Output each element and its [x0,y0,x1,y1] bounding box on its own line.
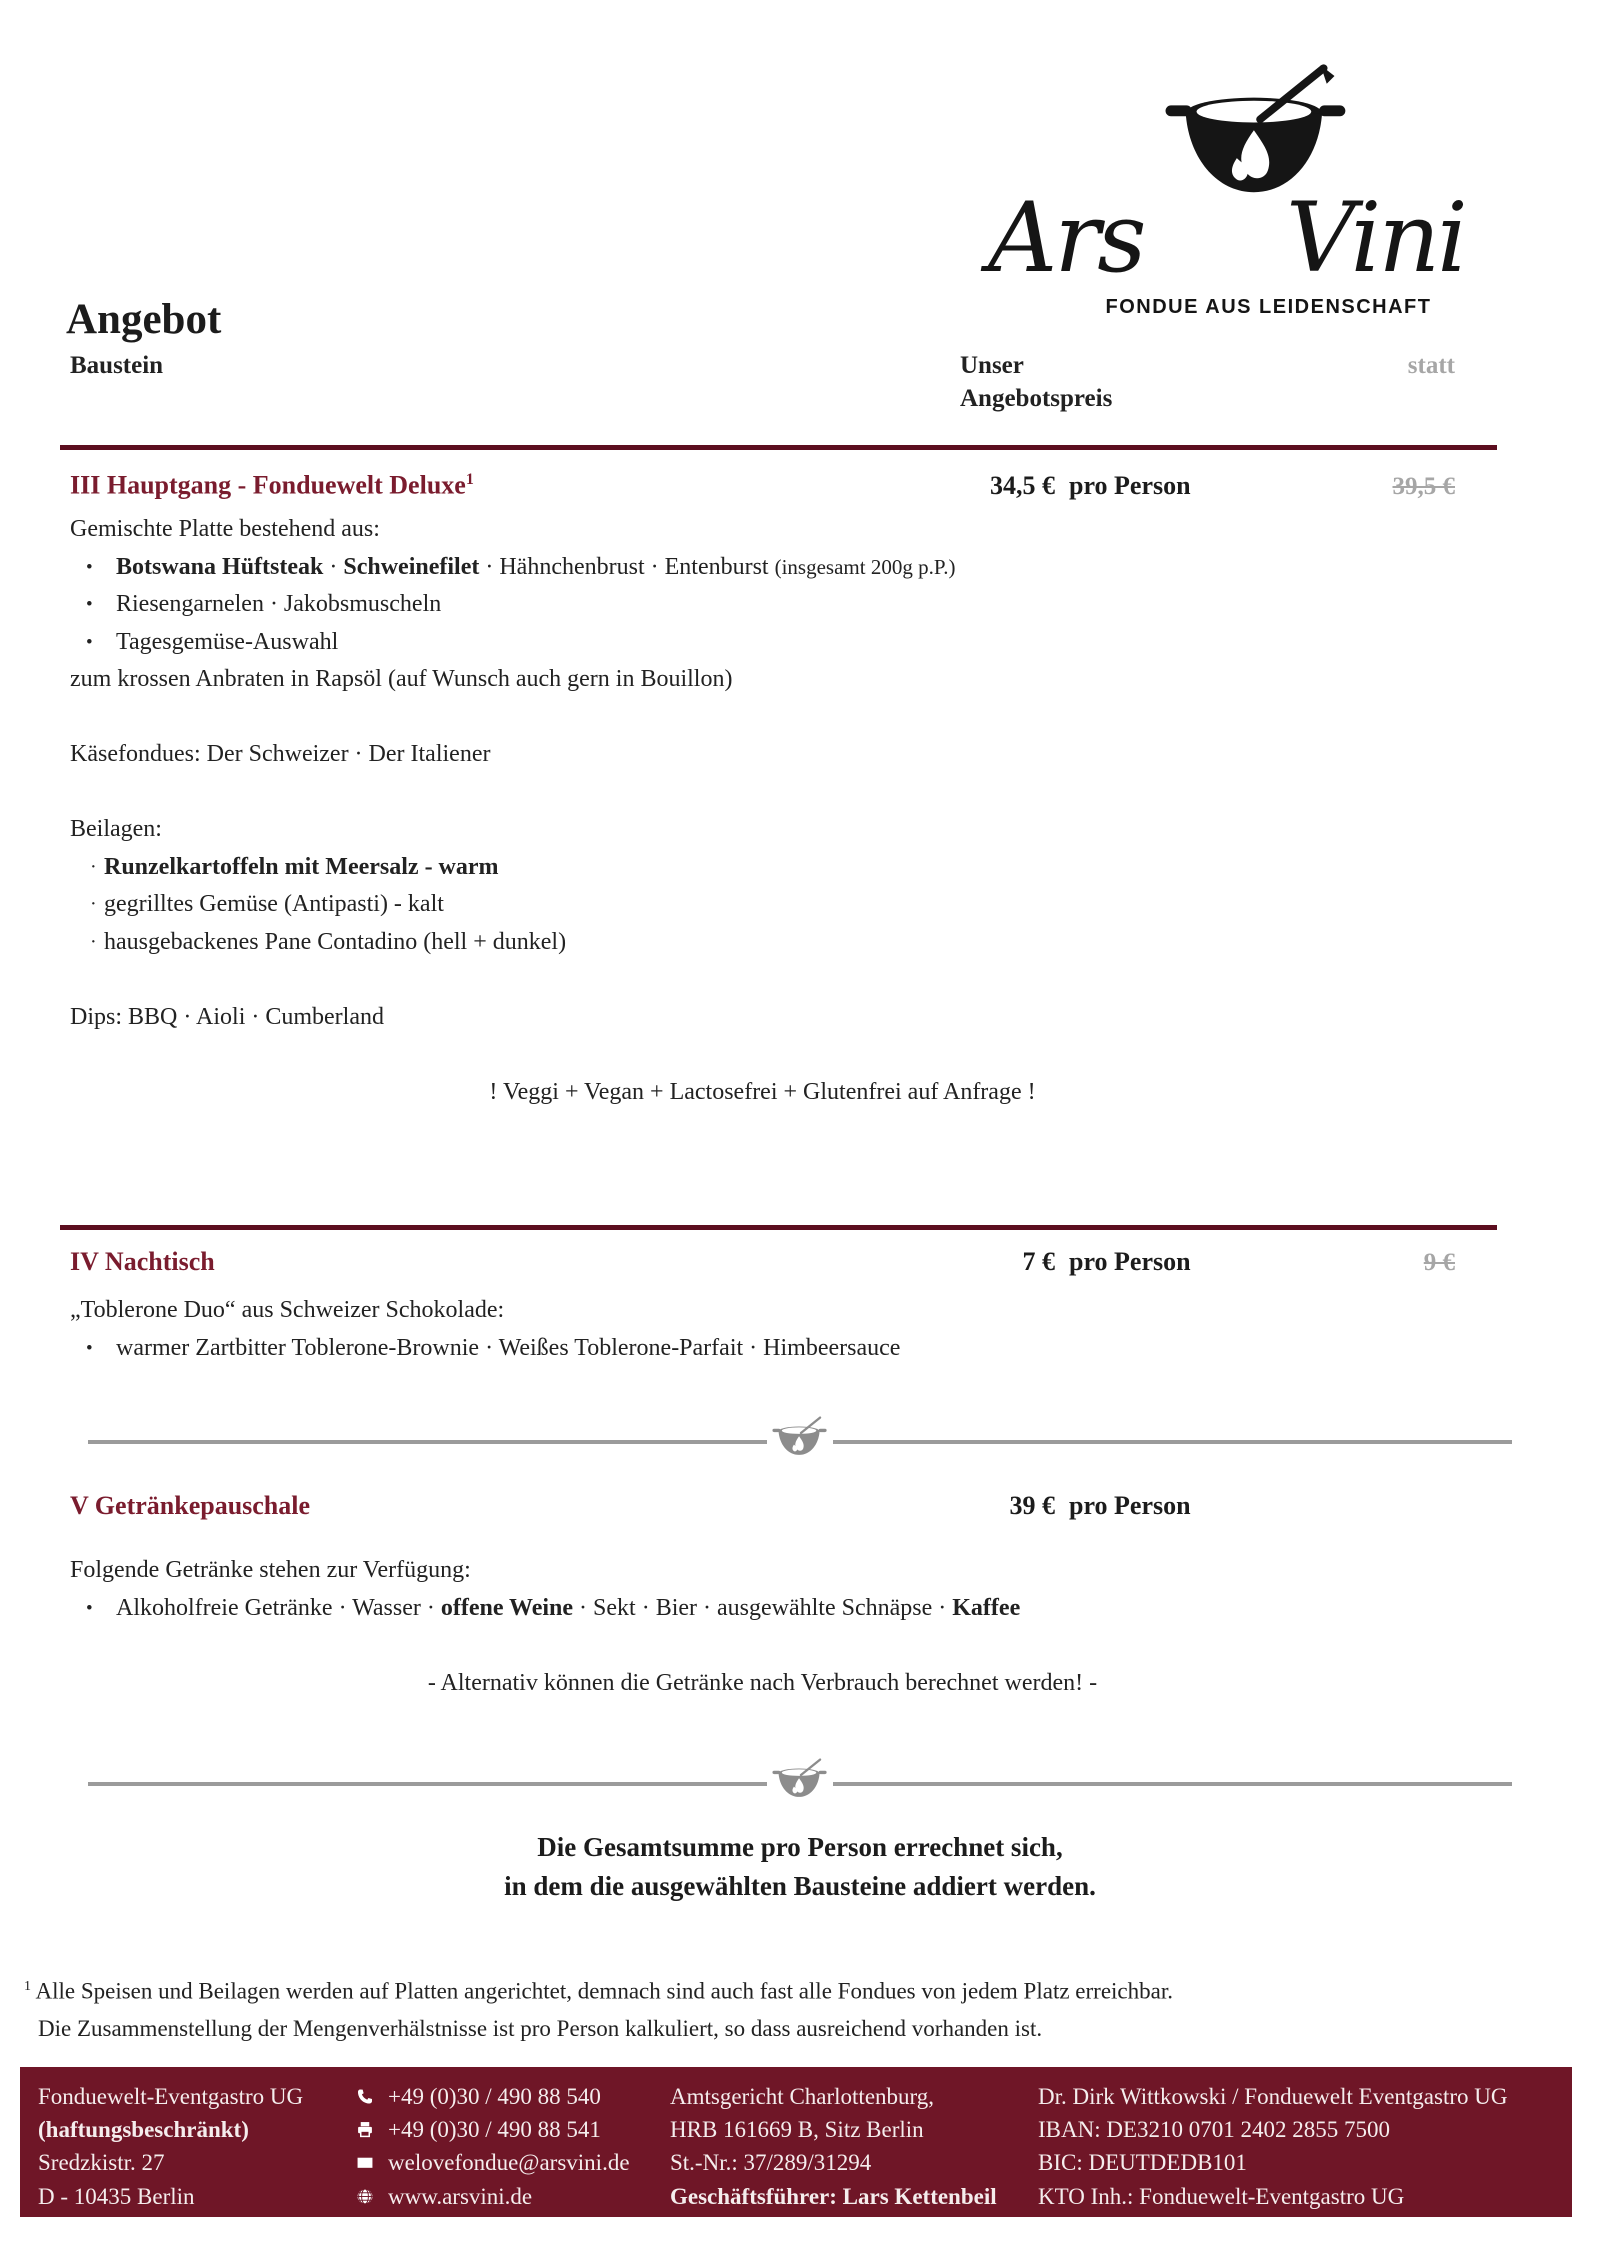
iban-line: IBAN: DE3210 0701 2402 2855 7500 [1038,2117,1391,2143]
section-dessert-title: IV Nachtisch [70,1247,215,1276]
section-rule-2 [60,1225,1497,1230]
column-item-label: Baustein [70,352,164,379]
total-summary-line2: in dem die ausgewählten Bausteine addiert werden. [504,1871,1096,1901]
section-main-title: III Hauptgang - Fonduewelt Deluxe$^1$ [70,470,474,500]
footer-bank-block [1038,2080,1507,2213]
dessert-intro: „Toblerone Duo“ aus Schweizer Schokolade: [70,1297,505,1323]
section-rule-1 [60,445,1497,450]
pot-divider-1 [88,1410,1512,1474]
globe-icon [356,2187,378,2205]
section-dessert-body [70,1292,1455,1367]
side-item-antipasti: · gegrilltes Gemüse (Antipasti) - kalt [70,886,1455,924]
total-summary-line1: Die Gesamtsumme pro Person errechnet sich, [537,1832,1063,1862]
bullet-icon: • [86,1597,93,1619]
platter-item-meats: • Botswana Hüftsteak · Schweinefilet · Hähnchenbrust · Entenburst (insgesamt 200g p.P.) [70,549,1455,587]
footer-bar [20,2067,1572,2217]
footnote [24,1968,1564,2047]
footnote-line1: $^1$ Alle Speisen und Beilagen werden auf Platten angerichtet, demnach sind auch fast alle Fondues von jedem Platz erreichbar. [24,1978,1173,2004]
section-dessert-header [70,1246,1455,1279]
fax-number: +49 (0)30 / 490 88 541 [388,2117,601,2143]
account-holder-line: KTO Inh.: Fonduewelt-Eventgastro UG [1038,2183,1405,2209]
drinks-item: • Alkoholfreie Getränke · Wasser · offene Weine · Sekt · Bier · ausgewählte Schnäpse · Kaffee [70,1590,1455,1628]
website-url: www.arsvini.de [388,2183,533,2209]
section-drinks-body [70,1552,1455,1702]
email-address: welovefondue@arsvini.de [388,2150,630,2176]
dips-line: Dips: BBQ · Aioli · Cumberland [70,1003,384,1030]
side-item-bread: · hausgebackenes Pane Contadino (hell + dunkel) [70,924,1455,962]
bullet-icon: • [86,631,93,653]
side-item-potatoes: · Runzelkartoffeln mit Meersalz - warm [70,849,1455,887]
brand-logo [986,62,1551,320]
footer-company-block [38,2080,303,2213]
section-dessert-old-price: 9 € [1423,1249,1455,1276]
section-dessert-per-person: pro Person [1069,1247,1191,1276]
fax-printer-icon [356,2121,378,2139]
total-summary [60,1828,1540,1906]
section-dessert-price: 7 € [1022,1247,1055,1276]
column-was-label: statt [1407,352,1455,379]
section-drinks-per-person: pro Person [1069,1491,1191,1520]
brand-word-ars: Ars [988,182,1144,294]
platter-item-seafood: • Riesengarnelen · Jakobsmuscheln [70,586,1455,624]
section-main-header [70,464,1455,503]
pot-divider-2 [88,1752,1512,1816]
brand-tagline: FONDUE AUS LEIDENSCHAFT [1105,296,1432,318]
contact-fax-row [356,2113,630,2146]
company-liability: (haftungsbeschränkt) [38,2117,249,2143]
contact-web-row [356,2180,630,2213]
managing-director-line: Geschäftsführer: Lars Kettenbeil [670,2183,997,2209]
register-line: HRB 161669 B, Sitz Berlin [670,2117,924,2143]
tax-number-line: St.-Nr.: 37/289/31294 [670,2150,872,2176]
section-main-per-person: pro Person [1069,470,1191,500]
bank-contact-line: Dr. Dirk Wittkowski / Fonduewelt Eventgastro UG [1038,2084,1508,2109]
section-drinks-header [70,1490,1455,1522]
dot-icon: · [90,930,97,953]
bic-line: BIC: DEUTDEDB101 [1038,2150,1247,2176]
dot-icon: · [90,855,97,878]
dot-icon: · [90,893,97,915]
section-main-price: 34,5 € [990,470,1055,500]
section-drinks-title: V Getränkepauschale [70,1491,311,1520]
section-main-old-price: 39,5 € [1392,472,1455,500]
cheese-fondues-line: Käsefondues: Der Schweizer · Der Italiener [70,741,491,767]
phone-icon [356,2088,378,2106]
drinks-alternative-note: - Alternativ können die Getränke nach Verbrauch berechnet werden! - [427,1669,1098,1696]
platter-intro: Gemischte Platte bestehend aus: [70,516,380,542]
company-name: Fonduewelt-Eventgastro UG [38,2084,304,2109]
dietary-note: ! Veggi + Vegan + Lactosefrei + Glutenfrei auf Anfrage ! [489,1078,1036,1105]
contact-phone-row [356,2080,630,2113]
company-street: Sredzkistr. 27 [38,2150,165,2176]
court-line: Amtsgericht Charlottenburg, [670,2084,935,2109]
envelope-icon [356,2154,378,2172]
footer-contact-block [356,2080,630,2213]
phone-number: +49 (0)30 / 490 88 540 [388,2084,601,2109]
platter-outro: zum krossen Anbraten in Rapsöl (auf Wunsch auch gern in Bouillon) [70,666,733,692]
platter-item-vegetables: • Tagesgemüse-Auswahl [70,624,1455,662]
section-drinks-price: 39 € [1009,1491,1055,1520]
fondue-pot-icon [767,1752,833,1816]
brand-word-vini: Vini [1286,182,1465,294]
bullet-icon: • [86,556,93,578]
company-city: D - 10435 Berlin [38,2183,195,2209]
column-headers [70,349,1455,415]
bullet-icon: • [86,1337,93,1359]
bullet-icon: • [86,594,93,615]
footnote-ref: 1 [465,471,474,488]
sides-label: Beilagen: [70,816,162,842]
fondue-pot-icon [767,1410,833,1474]
drinks-intro: Folgende Getränke stehen zur Verfügung: [70,1557,471,1583]
contact-email-row [356,2146,630,2179]
dessert-item: • warmer Zartbitter Toblerone-Brownie · Weißes Toblerone-Parfait · Himbeersauce [70,1330,1455,1368]
column-price-label: Unser Angebotspreis [960,352,1113,412]
page-title: Angebot [66,296,222,343]
footnote-line2: Die Zusammenstellung der Mengenverhälstnisse ist pro Person kalkuliert, so dass ausreichend vorhanden ist. [38,2015,1043,2041]
section-main-body [70,511,1455,1111]
footer-legal-block [670,2080,997,2213]
